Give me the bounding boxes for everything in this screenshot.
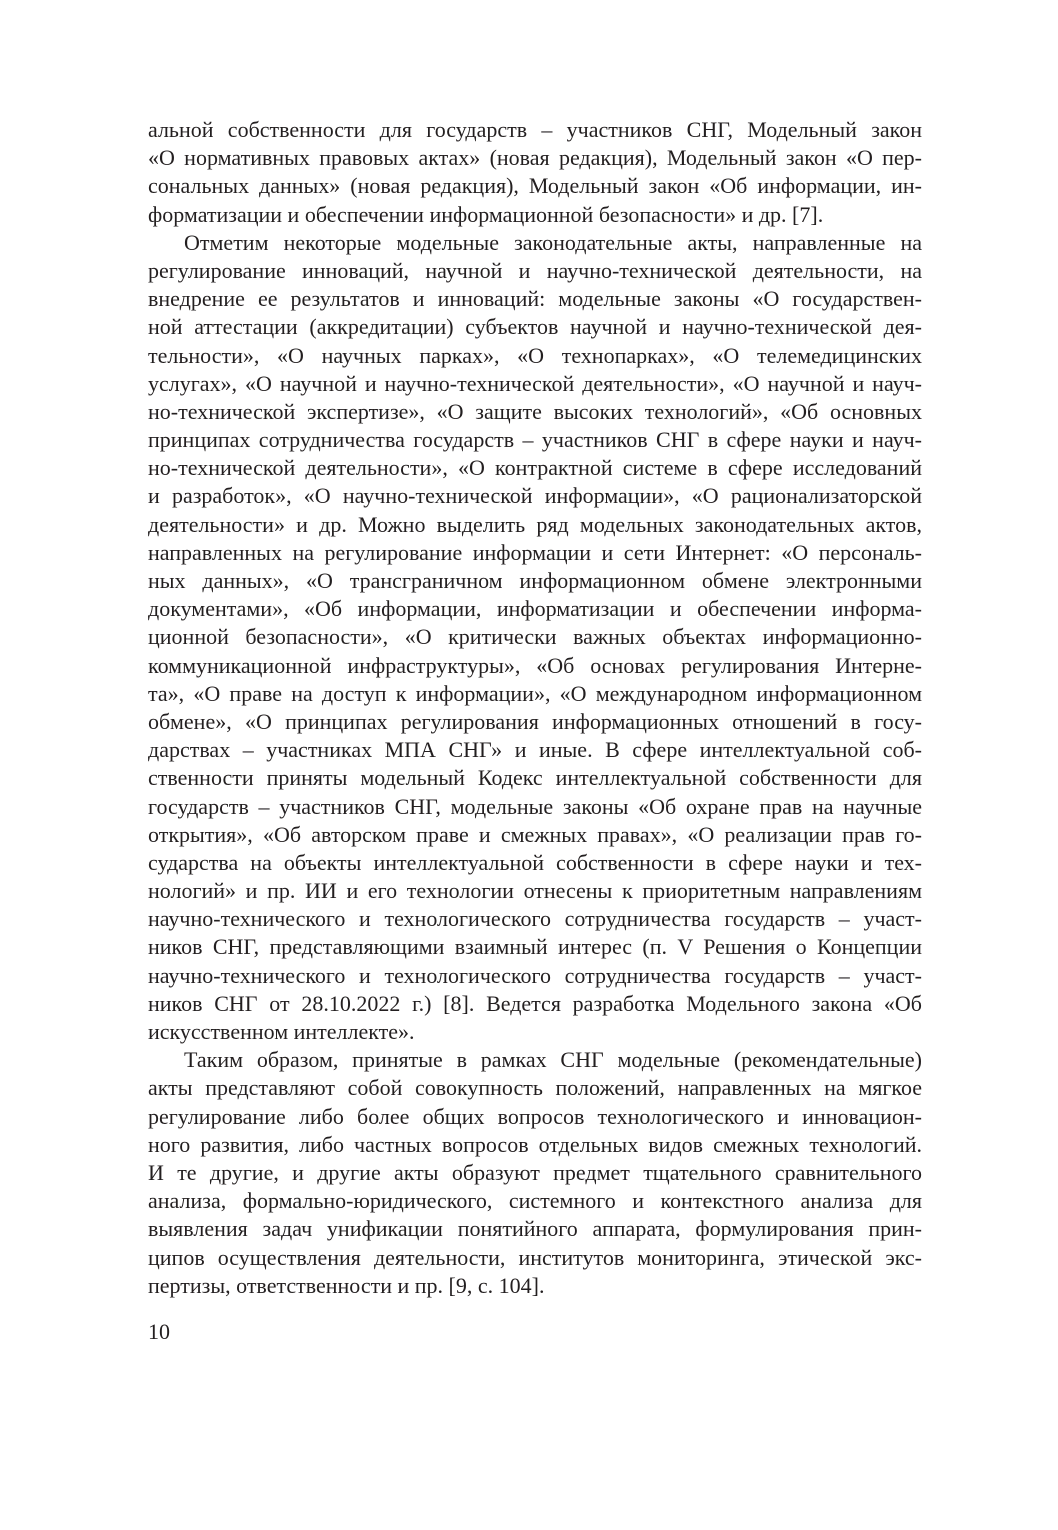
text-line: направленных на регулирование информации и сети Интернет: «О персональ- bbox=[148, 539, 922, 565]
text-line: выявления задач унификации понятийного аппарата, формулирования прин- bbox=[148, 1216, 922, 1242]
text-line: пертизы, ответственности и пр. [9, с. 104]. bbox=[148, 1272, 545, 1298]
text-line: сональных данных» (новая редакция), Модельный закон «Об информации, ин- bbox=[148, 173, 922, 199]
text-line: та», «О праве на доступ к информации», «О международном информационном bbox=[148, 680, 922, 706]
text-line: но-технической деятельности», «О контрактной системе в сфере исследований bbox=[148, 455, 922, 481]
text-line: документами», «Об информации, информатизации и обеспечении информа- bbox=[148, 596, 922, 622]
text-line: принципах сотрудничества государств – участников СНГ в сфере науки и науч- bbox=[148, 427, 922, 453]
text-line: внедрение ее результатов и инноваций: модельные законы «О государствен- bbox=[148, 286, 922, 312]
text-line: ников СНГ от 28.10.2022 г.) [8]. Ведется разработка Модельного закона «Об bbox=[148, 990, 922, 1016]
text-line: ципов осуществления деятельности, институтов мониторинга, этической экс- bbox=[148, 1244, 922, 1270]
text-line: открытия», «Об авторском праве и смежных правах», «О реализации прав го- bbox=[148, 821, 922, 847]
body-text bbox=[148, 116, 922, 1300]
text-line: ной аттестации (аккредитации) субъектов научной и научно-технической дея- bbox=[148, 314, 922, 340]
text-line: форматизации и обеспечении информационной безопасности» и др. [7]. bbox=[148, 201, 824, 227]
text-line: ных данных», «О трансграничном информационном обмене электронными bbox=[148, 568, 922, 593]
text-line: научно-технического и технологического сотрудничества государств – участ- bbox=[148, 906, 922, 932]
text-line: Таким образом, принятые в рамках СНГ модельные (рекомендательные) bbox=[184, 1047, 922, 1073]
text-line: государств – участников СНГ, модельные законы «Об охране прав на научные bbox=[148, 793, 922, 819]
page-number: 10 bbox=[148, 1319, 170, 1344]
text-line: Отметим некоторые модельные законодательные акты, направленные на bbox=[184, 229, 922, 255]
paragraph bbox=[148, 229, 922, 1046]
paragraph bbox=[148, 116, 922, 229]
text-line: услугах», «О научной и научно-технической деятельности», «О научной и науч- bbox=[148, 370, 922, 396]
text-line: обмене», «О принципах регулирования информационных отношений в госу- bbox=[148, 708, 922, 734]
text-line: «О нормативных правовых актах» (новая редакция), Модельный закон «О пер- bbox=[148, 145, 922, 171]
text-line: и разработок», «О научно-технической информации», «О рационализаторской bbox=[148, 483, 922, 509]
text-line: анализа, формально-юридического, системного и контекстного анализа для bbox=[148, 1188, 922, 1214]
paragraph bbox=[148, 1046, 922, 1300]
text-line: альной собственности для государств – участников СНГ, Модельный закон bbox=[148, 117, 922, 142]
text-line: нологий» и пр. ИИ и его технологии отнесены к приоритетным направлениям bbox=[148, 878, 922, 904]
text-line: акты представляют собой совокупность положений, направленных на мягкое bbox=[148, 1075, 922, 1101]
text-line: деятельности» и др. Можно выделить ряд модельных законодательных актов, bbox=[148, 511, 922, 537]
text-line: научно-технического и технологического сотрудничества государств – участ- bbox=[148, 962, 922, 988]
text-line: ционной безопасности», «О критически важных объектах информационно- bbox=[148, 624, 922, 650]
text-line: ственности приняты модельный Кодекс интеллектуальной собственности для bbox=[148, 765, 922, 791]
text-line: сударства на объекты интеллектуальной собственности в сфере науки и тех- bbox=[148, 849, 922, 875]
text-line: искусственном интеллекте». bbox=[148, 1019, 415, 1044]
text-line: дарствах – участниках МПА СНГ» и иные. В сфере интеллектуальной соб- bbox=[148, 737, 922, 763]
text-line: коммуникационной инфраструктуры», «Об основах регулирования Интерне- bbox=[148, 652, 922, 678]
text-line: регулирование либо более общих вопросов технологического и инновацион- bbox=[148, 1103, 922, 1129]
text-line: но-технической экспертизе», «О защите высоких технологий», «Об основных bbox=[148, 398, 922, 424]
text-line: тельности», «О научных парках», «О технопарках», «О телемедицинских bbox=[148, 342, 922, 368]
text-line: ного развития, либо частных вопросов отдельных видов смежных технологий. bbox=[148, 1131, 922, 1157]
text-line: ников СНГ, представляющими взаимный интерес (п. V Решения о Концепции bbox=[148, 934, 922, 960]
text-line: регулирование инноваций, научной и научно-технической деятельности, на bbox=[148, 257, 922, 283]
text-line: И те другие, и другие акты образуют предмет тщательного сравнительного bbox=[148, 1159, 922, 1185]
